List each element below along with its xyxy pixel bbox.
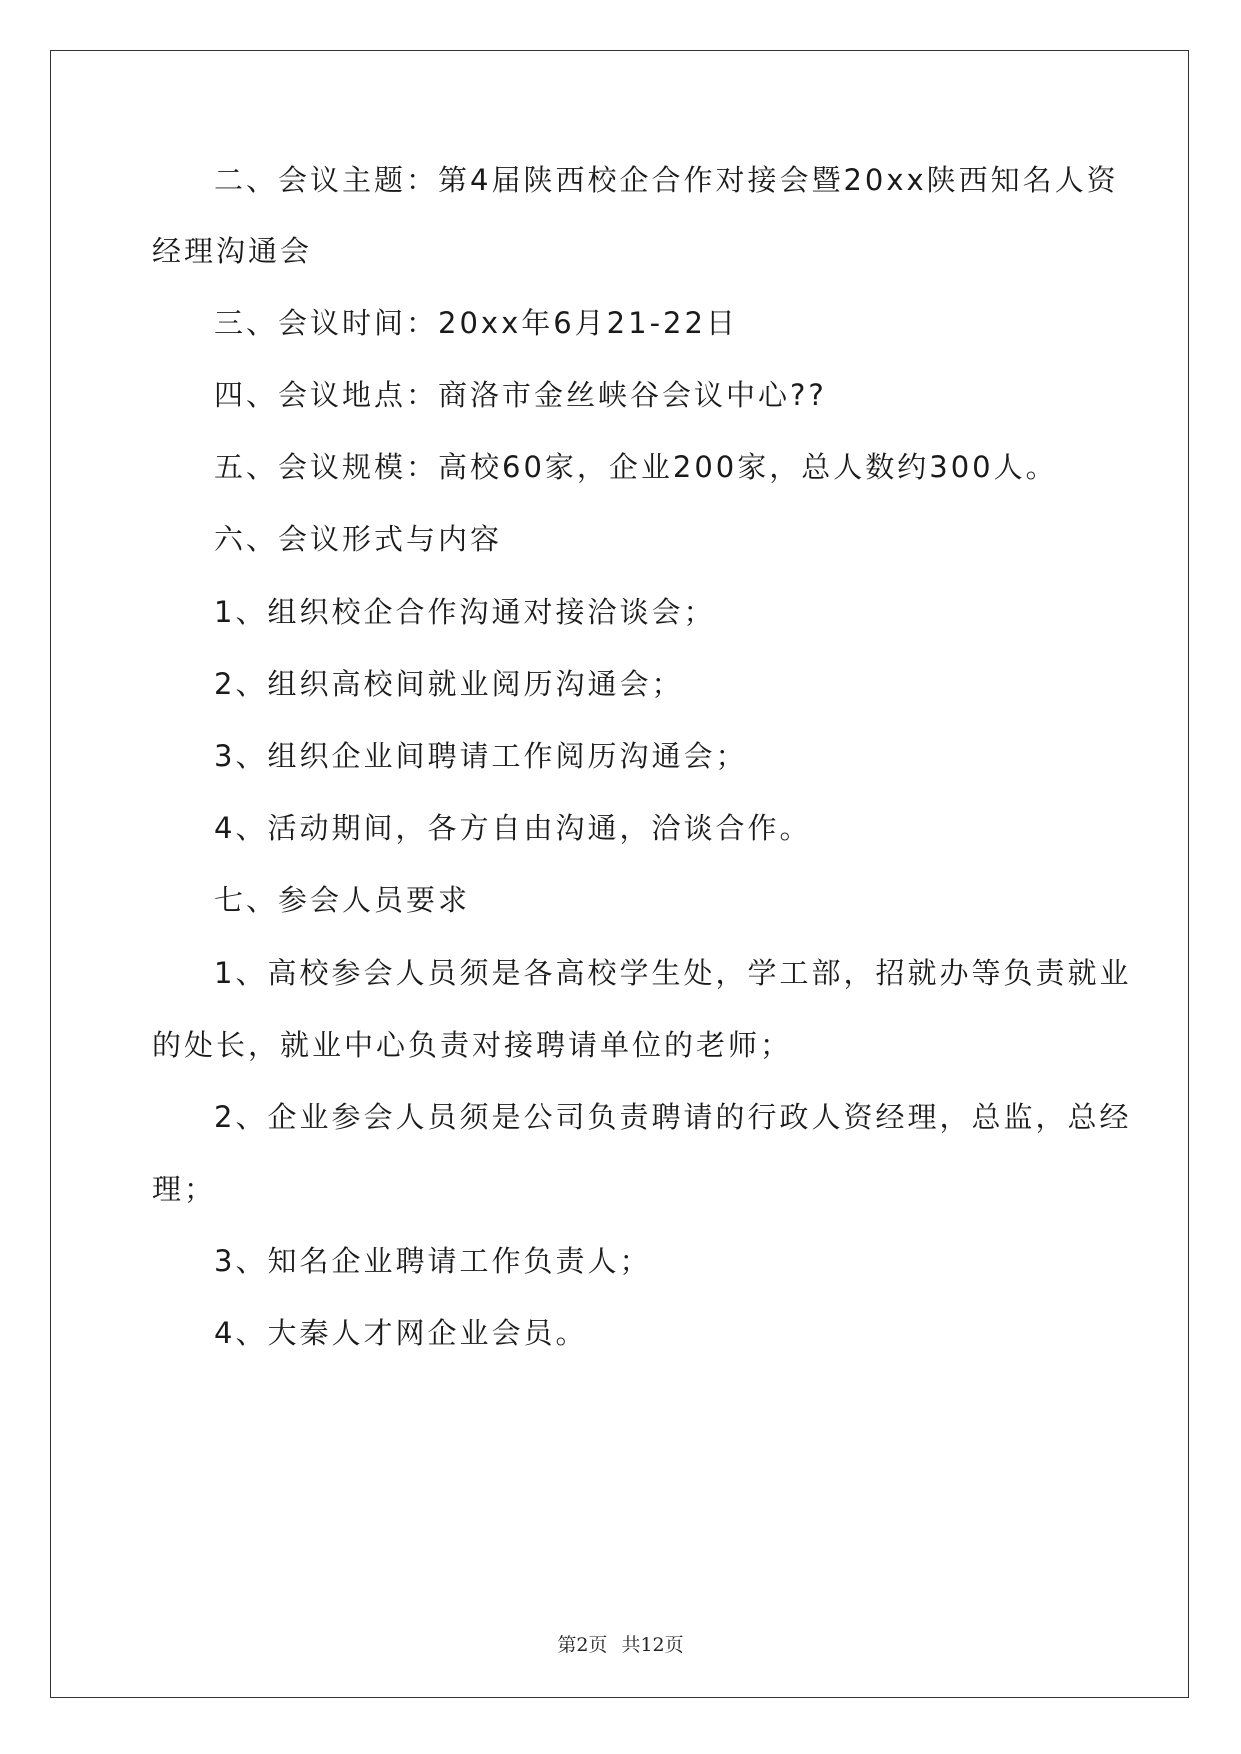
paragraph-meeting-location: 四、会议地点：商洛市金丝峡谷会议中心?? bbox=[214, 378, 827, 412]
list-item-requirement-4: 4、大秦人才网企业会员。 bbox=[214, 1316, 588, 1350]
list-item-requirement-2: 2、企业参会人员须是公司负责聘请的行政人资经理，总监，总经 bbox=[214, 1100, 1132, 1134]
list-item-format-3: 3、组织企业间聘请工作阅历沟通会； bbox=[214, 739, 748, 773]
paragraph-meeting-time: 三、会议时间：20xx年6月21-22日 bbox=[214, 306, 738, 340]
list-item-requirement-1-cont: 的处长，就业中心负责对接聘请单位的老师； bbox=[152, 1028, 793, 1062]
heading-attendee-requirements: 七、参会人员要求 bbox=[214, 883, 471, 917]
list-item-format-2: 2、组织高校间就业阅历沟通会； bbox=[214, 667, 684, 701]
page-number-current: 第2页 bbox=[557, 1634, 608, 1656]
list-item-requirement-2-cont: 理； bbox=[152, 1172, 217, 1206]
page-number-total: 共12页 bbox=[621, 1634, 684, 1656]
page-footer bbox=[0, 1630, 1241, 1657]
list-item-requirement-1: 1、高校参会人员须是各高校学生处，学工部，招就办等负责就业 bbox=[214, 956, 1132, 990]
heading-meeting-format: 六、会议形式与内容 bbox=[214, 522, 503, 556]
paragraph-meeting-scale: 五、会议规模：高校60家，企业200家，总人数约300人。 bbox=[214, 450, 1058, 484]
list-item-requirement-3: 3、知名企业聘请工作负责人； bbox=[214, 1244, 652, 1278]
list-item-format-1: 1、组织校企合作沟通对接洽谈会； bbox=[214, 595, 716, 629]
paragraph-meeting-theme-cont: 经理沟通会 bbox=[152, 234, 313, 268]
paragraph-meeting-theme: 二、会议主题：第4届陕西校企合作对接会暨20xx陕西知名人资 bbox=[214, 163, 1119, 197]
page-border bbox=[50, 50, 1189, 1698]
list-item-format-4: 4、活动期间，各方自由沟通，洽谈合作。 bbox=[214, 811, 812, 845]
